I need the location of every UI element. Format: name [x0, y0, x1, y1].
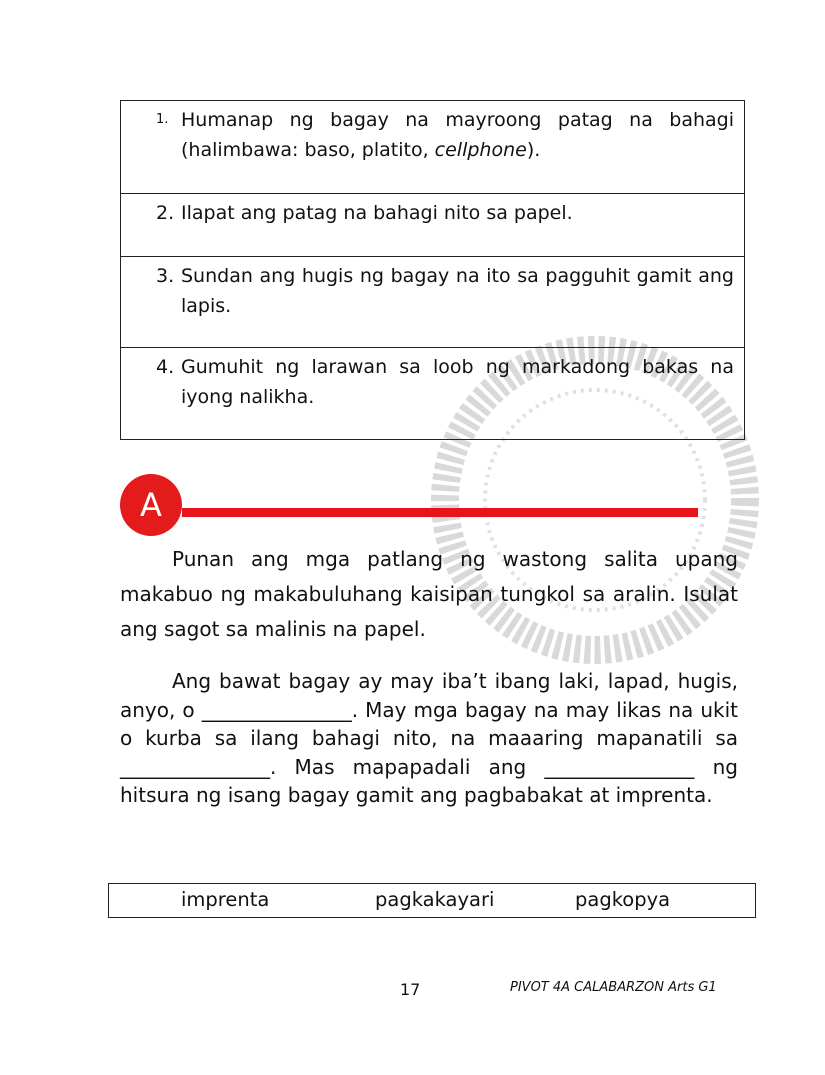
step-2 [121, 194, 744, 257]
page-number: 17 [400, 980, 421, 999]
answer-blank-1: _______________ [201, 697, 352, 722]
step-text: Gumuhit ng larawan sa loob ng markadong bakas na iyong nalikha. [181, 356, 734, 408]
word-bank-item: pagkopya [575, 888, 671, 911]
step-number: 4. [156, 356, 175, 378]
answer-blank-3: _______________ [544, 754, 695, 779]
activity-instructions: Punan ang mga patlang ng wastong salita upang makabuo ng makabuluhang kaisipan tungkol sa aralin. Isulat ang sagot sa malinis na papel. [120, 547, 738, 641]
step-number: 3. [156, 265, 175, 287]
answer-blank-2: _______________ [120, 754, 270, 779]
step-text: Humanap ng bagay na mayroong patag na bahagi (halimbawa: baso, platito, cellphone). [181, 109, 734, 161]
activity-letter-badge: A [120, 474, 182, 536]
step-text: Ilapat ang patag na bahagi nito sa papel. [181, 202, 573, 224]
step-1 [121, 101, 744, 194]
fill-in-paragraph: Ang bawat bagay ay may iba’t ibang laki, lapad, hugis, anyo, o _______________. May mga bagay na may likas na ukit o kurba sa ilang bahagi nito, na maaaring mapanatili sa _______________. Mas mapapadali ang _______________ ng hitsura ng isang bagay gamit ang pagbabakat at imprenta. [120, 669, 738, 807]
footer-text: PIVOT 4A CALABARZON Arts G1 [510, 980, 717, 995]
word-bank-item: pagkakayari [375, 888, 495, 911]
activity-title-bar [182, 508, 698, 517]
step-number: 1. [156, 112, 169, 127]
word-bank-item: imprenta [181, 888, 270, 911]
steps-table [120, 100, 745, 440]
word-bank [108, 883, 756, 918]
step-text: Sundan ang hugis ng bagay na ito sa pagguhit gamit ang lapis. [181, 265, 734, 317]
step-4 [121, 348, 744, 439]
step-3 [121, 257, 744, 348]
step-number: 2. [156, 202, 175, 224]
